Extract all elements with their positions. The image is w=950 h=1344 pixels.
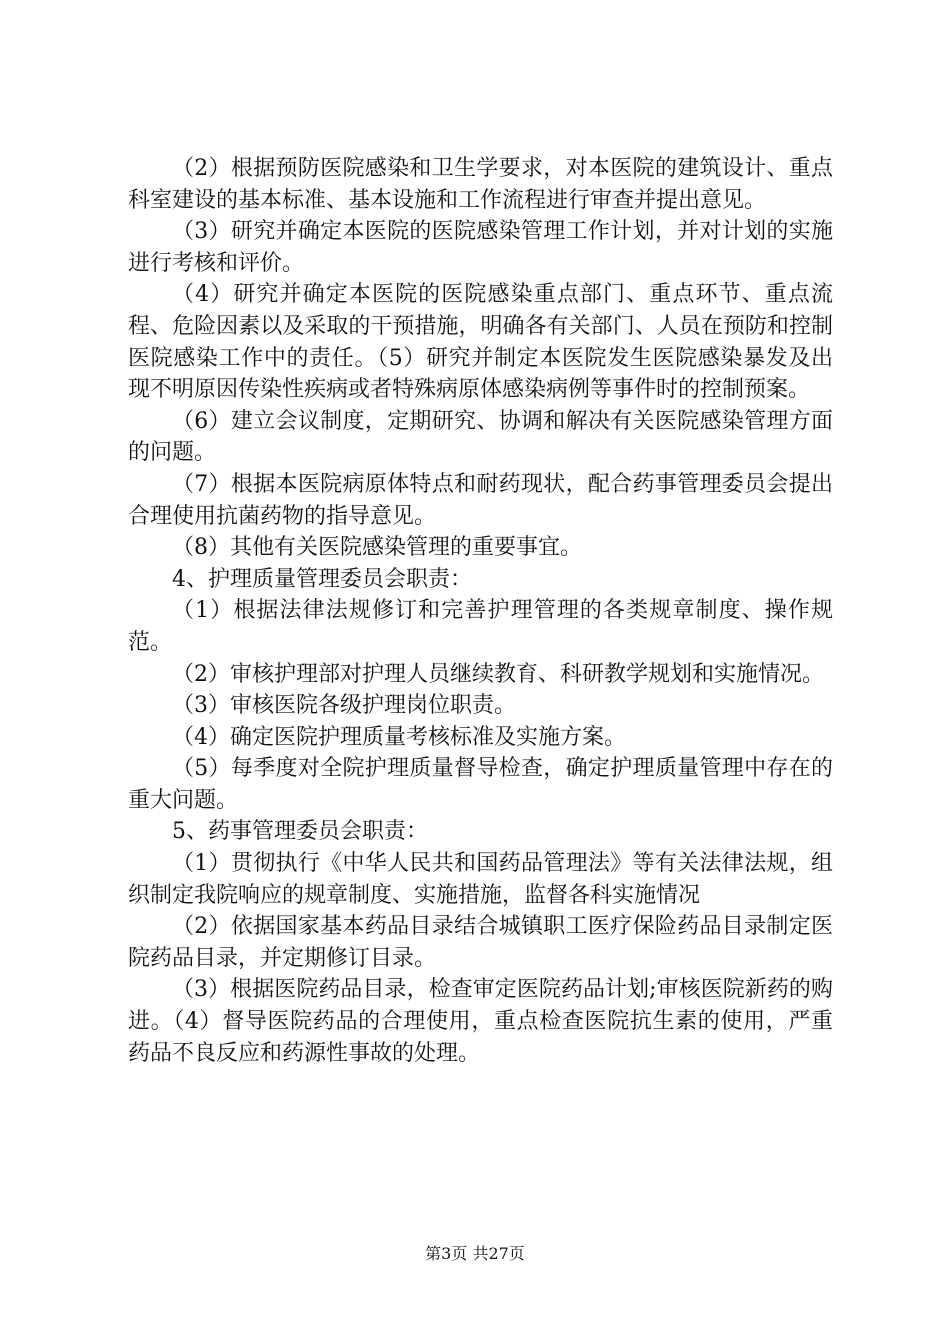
paragraph-8: （2）审核护理部对护理人员继续教育、科研教学规划和实施情况。 [172,661,824,687]
paragraph-5: （7）根据本医院病原体特点和耐药现状，配合药事管理委员会提出合理使用抗菌药物的指导意见。 [128,471,833,529]
paragraph-14: （3）根据医院药品目录，检查审定医院药品计划;审核医院新药的购进。（4）督导医院药品的合理使用，重点检查医院抗生素的使用，严重药品不良反应和药源性事故的处理。 [128,977,833,1066]
paragraph-7: （1）根据法律法规修订和完善护理管理的各类规章制度、操作规范。 [128,598,833,655]
paragraph-4: （6）建立会议制度，定期研究、协调和解决有关医院感染管理方面的问题。 [128,408,833,466]
document-body [128,153,833,1069]
paragraph-2: （3）研究并确定本医院的医院感染管理工作计划，并对计划的实施进行考核和评价。 [128,219,833,276]
page-number-footer: 第3页 共27页 [425,1244,525,1263]
paragraph-3: （4）研究并确定本医院的医院感染重点部门、重点环节、重点流程、危险因素以及采取的干预措施，明确各有关部门、人员在预防和控制医院感染工作中的责任。（5）研究并制定本医院发生医院感染暴发及出现不明原因传染性疾病或者特殊病原体感染病例等事件时的控制预案。 [128,282,833,403]
section-heading-pharmacy: 5、药事管理委员会职责： [172,819,428,845]
paragraph-1: （2）根据预防医院感染和卫生学要求，对本医院的建筑设计、重点科室建设的基本标准、基本设施和工作流程进行审查并提出意见。 [128,156,833,213]
paragraph-13: （2）依据国家基本药品目录结合城镇职工医疗保险药品目录制定医院药品目录，并定期修订目录。 [128,914,833,971]
paragraph-11: （5）每季度对全院护理质量督导检查，确定护理质量管理中存在的重大问题。 [128,756,833,813]
paragraph-9: （3）审核医院各级护理岗位职责。 [172,693,516,719]
paragraph-12: （1）贯彻执行《中华人民共和国药品管理法》等有关法律法规，组织制定我院响应的规章制度、实施措施，监督各科实施情况 [128,851,833,908]
paragraph-6: （8）其他有关医院感染管理的重要事宜。 [172,535,582,561]
paragraph-10: （4）确定医院护理质量考核标准及实施方案。 [172,724,626,750]
section-heading-nursing: 4、护理质量管理委员会职责： [172,566,472,592]
